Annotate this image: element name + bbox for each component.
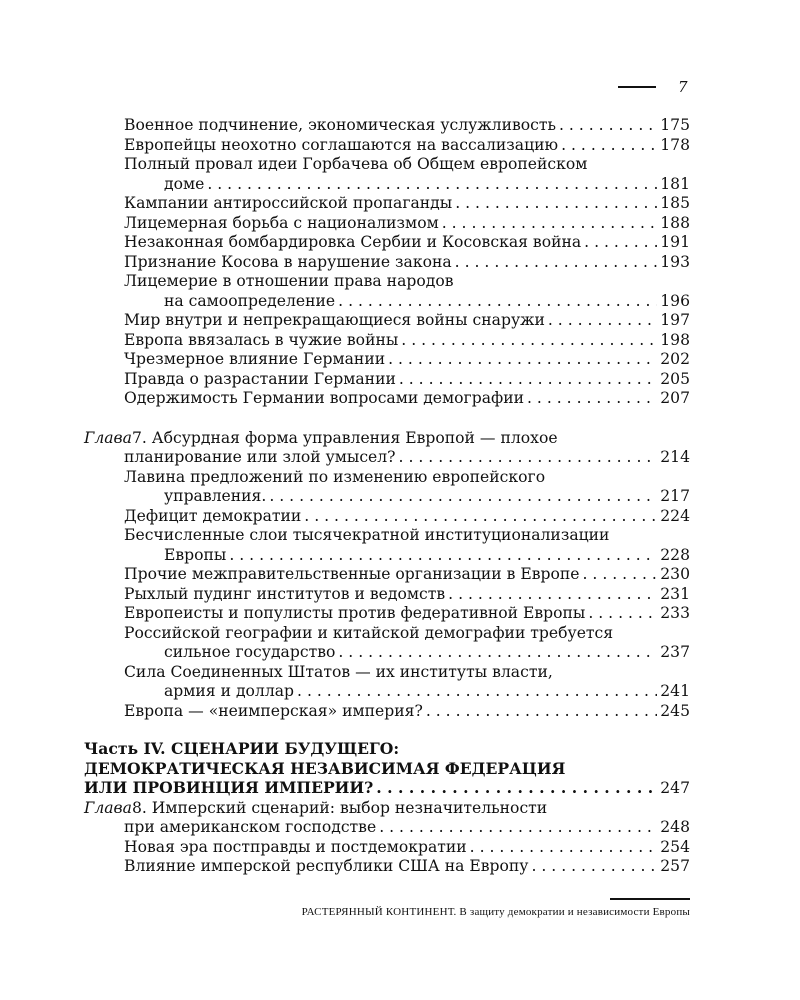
toc-entry-line [124,604,690,624]
toc-group-chapter7-sections [84,468,690,722]
toc-entry-title: Правда о разрастании Германии [124,369,396,388]
running-title: РАСТЕРЯННЫЙ КОНТИНЕНТ. В защиту демократии и независимости Европы [301,906,690,918]
chapter-label: Глава [84,798,132,817]
chapter-7-line-2 [84,448,690,468]
chapter-8-title-start: 8. Имперский сценарий: выбор незначительности [131,798,548,817]
chapter-7-title-start: 7. Абсурдная форма управления Европой — плохое [131,428,558,447]
toc-entry-page: 193 [660,252,690,271]
toc-entry-page: 224 [660,506,690,525]
toc-entry-page: 205 [660,369,690,388]
leader-dots [561,136,657,156]
leader-dots [548,311,657,331]
part-4-line-3 [84,778,690,799]
toc-chapter-7 [84,429,690,468]
leader-dots [338,292,657,312]
toc-entry [84,585,690,605]
toc-entry-title: Кампании антироссийской пропаганды [124,194,453,212]
toc-entry [84,311,690,331]
toc-entry-line [124,116,690,136]
toc-entry-title: Лицемерная борьба с национализмом [124,213,439,232]
toc-entry-title: Влияние имперской республики США на Европу [124,857,529,875]
page-header [618,78,693,94]
toc-entry-line [124,272,690,292]
part-4-page: 247 [660,779,690,797]
toc-entry-page: 202 [660,350,690,368]
toc-entry-page: 245 [660,701,690,720]
toc-entry [84,253,690,273]
toc-entry [84,233,690,253]
toc-entry [84,155,690,194]
leader-dots [376,778,657,798]
leader-dots [455,194,657,214]
toc-entry-page: 207 [660,389,690,407]
toc-entry-title: Европа ввязалась в чужие войны [124,330,399,349]
leader-dots [401,331,657,351]
toc-entry-line [124,468,690,488]
toc-entry-line [124,214,690,234]
chapter-8-line-2 [84,818,690,838]
chapter-7-page: 214 [660,448,690,466]
toc-group-chapter8-sections [84,838,690,877]
leader-dots [399,448,658,468]
header-rule [618,86,656,88]
toc-entry-line [124,663,690,683]
toc-entry [84,331,690,351]
toc-entry-page: 233 [660,604,690,622]
toc-entry-line [124,136,690,156]
toc-entry-page: 254 [660,837,690,856]
toc-entry-line [124,292,690,312]
toc-entry [84,604,690,624]
toc-entry-page: 178 [660,135,690,154]
toc-entry-title: Дефицит демократии [124,506,302,525]
leader-dots [470,838,658,858]
chapter-7-title-end: планирование или злой умысел? [124,448,396,466]
toc-part-4 [84,739,690,799]
toc-entry-title: доме [164,174,205,193]
toc-entry [84,468,690,507]
toc-entry-page: 241 [660,682,690,700]
toc-entry-title: Чрезмерное влияние Германии [124,350,386,368]
toc-entry-line [124,331,690,351]
toc-entry-page: 198 [660,330,690,349]
toc-entry [84,663,690,702]
toc-entry [84,370,690,390]
leader-dots [531,857,657,877]
leader-dots [588,604,657,624]
leader-dots [448,585,657,605]
footer-rule [610,898,690,900]
part-4-title-2: ДЕМОКРАТИЧЕСКАЯ НЕЗАВИСИМАЯ ФЕДЕРАЦИЯ [84,758,566,778]
leader-dots [229,546,657,566]
toc-entry-line [124,838,690,858]
toc-entry [84,838,690,858]
leader-dots [388,350,657,370]
leader-dots [455,253,658,273]
toc-entry-title: сильное государство [164,643,336,661]
toc-entry-title: управления. [164,487,267,505]
toc-entry-page: 217 [660,487,690,505]
toc-entry-page: 181 [660,174,690,193]
toc-entry [84,116,690,136]
toc-entry [84,194,690,214]
toc-entry-line [124,526,690,546]
page-number: 7 [678,78,688,96]
toc-entry-title: Европа — «неимперская» империя? [124,701,423,720]
part-4-title-3: ИЛИ ПРОВИНЦИЯ ИМПЕРИИ? [84,778,374,797]
toc-entry-page: 257 [660,857,690,875]
chapter-label: Глава [84,428,132,447]
toc-entry [84,857,690,877]
toc-entry-title: Рыхлый пудинг институтов и ведомств [124,584,446,603]
table-of-contents [84,116,690,877]
toc-entry-line [124,682,690,702]
toc-entry [84,526,690,565]
leader-dots [559,116,657,136]
toc-entry-line [124,643,690,663]
toc-entry-page: 188 [660,213,690,232]
toc-entry-title: Полный провал идеи Горбачева об Общем европейском [124,155,588,173]
toc-entry [84,565,690,585]
toc-entry-page: 191 [660,233,690,251]
toc-entry [84,136,690,156]
toc-entry-title: Прочие межправительственные организации в Европе [124,565,580,583]
toc-entry-title: Европеисты и популисты против федеративной Европы [124,604,586,622]
toc-entry-line [124,253,690,273]
part-4-title-1: Часть IV. СЦЕНАРИИ БУДУЩЕГО: [84,739,400,758]
leader-dots [426,702,657,722]
part-4-line-2 [84,759,690,779]
leader-dots [207,175,657,195]
toc-entry-line [124,194,690,214]
leader-dots [269,487,657,507]
toc-entry [84,214,690,234]
toc-entry-title: Лавина предложений по изменению европейского [124,467,546,486]
toc-entry-line [124,507,690,527]
toc-entry-title: Мир внутри и непрекращающиеся войны снаружи [124,311,545,329]
toc-entry-line [124,175,690,195]
toc-entry-line [124,487,690,507]
toc-entry-page: 196 [660,291,690,310]
toc-entry-line [124,389,690,409]
chapter-8-title-end: при американском господстве [124,818,377,836]
chapter-8-page: 248 [660,818,690,836]
leader-dots [304,507,657,527]
toc-entry-line [124,311,690,331]
leader-dots [297,682,657,702]
toc-entry-title: Сила Соединенных Штатов — их институты власти, [124,662,553,681]
toc-entry-page: 230 [660,565,690,583]
toc-entry-page: 197 [660,311,690,329]
toc-entry-title: Новая эра постправды и постдемократии [124,837,467,856]
toc-entry [84,624,690,663]
toc-entry-title: Военное подчинение, экономическая услужливость [124,116,557,134]
toc-entry [84,272,690,311]
toc-entry-title: Одержимость Германии вопросами демографии [124,389,524,407]
leader-dots [338,643,657,663]
toc-entry-line [124,565,690,585]
toc-entry-title: Бесчисленные слои тысячекратной институционализации [124,526,610,544]
toc-entry-page: 228 [660,545,690,564]
toc-entry-title: Российской географии и китайской демографии требуется [124,623,614,642]
toc-entry-page: 237 [660,643,690,661]
leader-dots [584,233,657,253]
toc-entry-title: Признание Косова в нарушение закона [124,252,452,271]
toc-entry-page: 175 [660,116,690,134]
toc-entry-line [124,155,690,175]
toc-entry-title: армия и доллар [164,682,295,700]
toc-entry-title: на самоопределение [164,291,336,310]
toc-entry-page: 231 [660,584,690,603]
leader-dots [442,214,658,234]
leader-dots [399,370,657,390]
toc-entry [84,350,690,370]
toc-entry-line [124,233,690,253]
toc-entry-line [124,857,690,877]
leader-dots [379,818,657,838]
toc-group-chapter6-sections [84,116,690,409]
toc-entry-line [124,624,690,644]
toc-chapter-8 [84,799,690,838]
leader-dots [527,389,657,409]
toc-entry-line [124,585,690,605]
toc-entry-title: Лицемерие в отношении права народов [124,272,454,290]
toc-entry-line [124,350,690,370]
toc-entry-page: 185 [660,194,690,212]
toc-entry-line [124,370,690,390]
toc-entry [84,507,690,527]
toc-entry-line [124,702,690,722]
toc-entry-title: Европы [164,545,227,564]
toc-entry [84,389,690,409]
toc-entry [84,702,690,722]
chapter-7-line-1 [84,429,690,449]
leader-dots [583,565,658,585]
toc-entry-title: Незаконная бомбардировка Сербии и Косовская война [124,233,582,251]
part-4-line-1 [84,739,690,759]
chapter-8-line-1 [84,799,690,819]
toc-entry-title: Европейцы неохотно соглашаются на вассализацию [124,135,559,154]
toc-entry-line [124,546,690,566]
